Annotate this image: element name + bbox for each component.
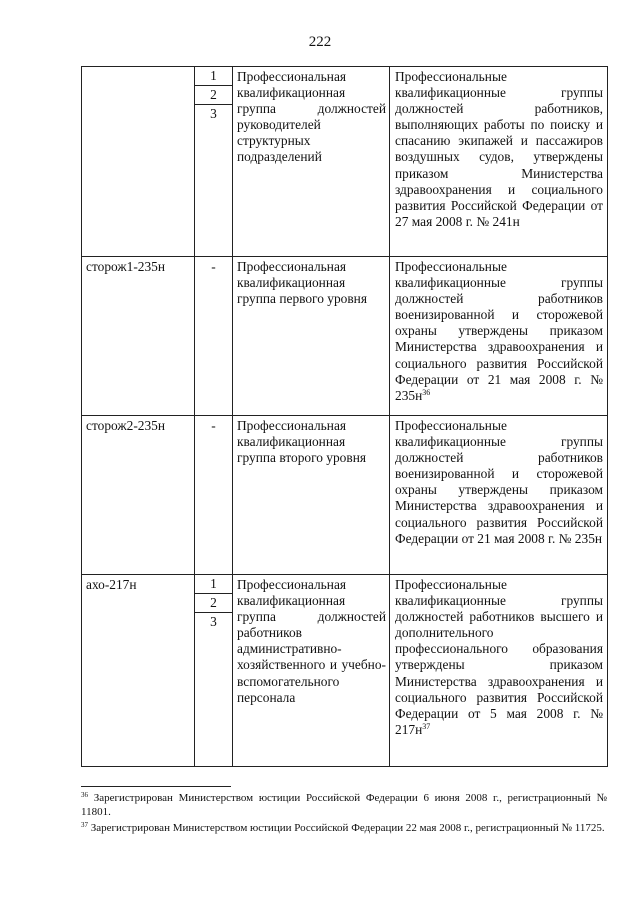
footnote-ref: 37: [422, 721, 431, 731]
row-group: [233, 416, 390, 575]
level-cell: 1: [195, 575, 232, 594]
basis-text: Профессиональные квалификационные группы должностей работников военизированной и сторожевой охраны утверждены приказом Министерства здравоохранения и социального развития Российской Федерации от 21 мая 2008 г. № 235н: [395, 418, 603, 546]
level-cell: 2: [195, 594, 232, 613]
row-group: [233, 257, 390, 416]
group-text: Профессиональная квалификационная группа должностей руководителей структурных подразделений: [237, 69, 386, 165]
row-basis: [390, 67, 608, 257]
level-cell: 1: [195, 67, 232, 86]
row-code: сторож1-235н: [82, 257, 195, 416]
table-row: [82, 416, 608, 575]
basis-body: Профессиональные квалификационные группы должностей работников высшего и дополнительного профессионального образования утверждены приказом Министерства здравоохранения и социального развития Российской Федерации от 5 мая 2008 г. № 217н: [395, 577, 603, 737]
group-text: Профессиональная квалификационная группа второго уровня: [237, 418, 367, 466]
level-cell: 3: [210, 614, 217, 629]
group-text: Профессиональная квалификационная группа первого уровня: [237, 259, 367, 307]
row-code: ахо-217н: [82, 575, 195, 767]
level-cell: 3: [210, 106, 217, 121]
footnote-mark: 37: [81, 821, 88, 829]
basis-text: Профессиональные квалификационные группы должностей работников, выполняющих работы по поиску и спасанию экипажей и пассажиров воздушных судов, утверждены приказом Министерства здравоохранения и социального развития Российской Федерации от 27 мая 2008 г. № 241н: [395, 69, 603, 229]
basis-text: [395, 577, 603, 738]
row-code: сторож2-235н: [82, 416, 195, 575]
row-group: [233, 67, 390, 257]
footnote: [81, 791, 607, 819]
row-group: [233, 575, 390, 767]
table-row: [82, 257, 608, 416]
footnotes: [81, 791, 607, 837]
row-levels: [195, 575, 233, 767]
row-levels: [195, 67, 233, 257]
footnote-ref: 36: [422, 387, 431, 397]
group-text: Профессиональная квалификационная группа должностей работников административно-хозяйственного и учебно-вспомогательного персонала: [237, 577, 386, 705]
level-cell: 2: [195, 86, 232, 105]
footnote: [81, 821, 607, 835]
basis-text: [395, 259, 603, 404]
table-row: [82, 575, 608, 767]
row-levels: -: [195, 416, 233, 575]
footnote-divider: [81, 786, 231, 787]
footnote-mark: 36: [81, 791, 88, 799]
table-row: [82, 67, 608, 257]
row-levels: -: [195, 257, 233, 416]
footnote-text: Зарегистрирован Министерством юстиции Российской Федерации 22 мая 2008 г., регистрационный № 11725.: [90, 822, 605, 834]
row-code: [82, 67, 195, 257]
qualification-groups-table: [81, 66, 608, 767]
footnote-text: Зарегистрирован Министерством юстиции Российской Федерации 6 июня 2008 г., регистрационный № 11801.: [81, 792, 607, 818]
basis-body: Профессиональные квалификационные группы должностей работников военизированной и сторожевой охраны утверждены приказом Министерства здравоохранения и социального развития Российской Федерации от 21 мая 2008 г. № 235н: [395, 259, 603, 403]
row-basis: [390, 257, 608, 416]
row-basis: [390, 575, 608, 767]
row-basis: [390, 416, 608, 575]
page-number: 222: [308, 34, 332, 50]
